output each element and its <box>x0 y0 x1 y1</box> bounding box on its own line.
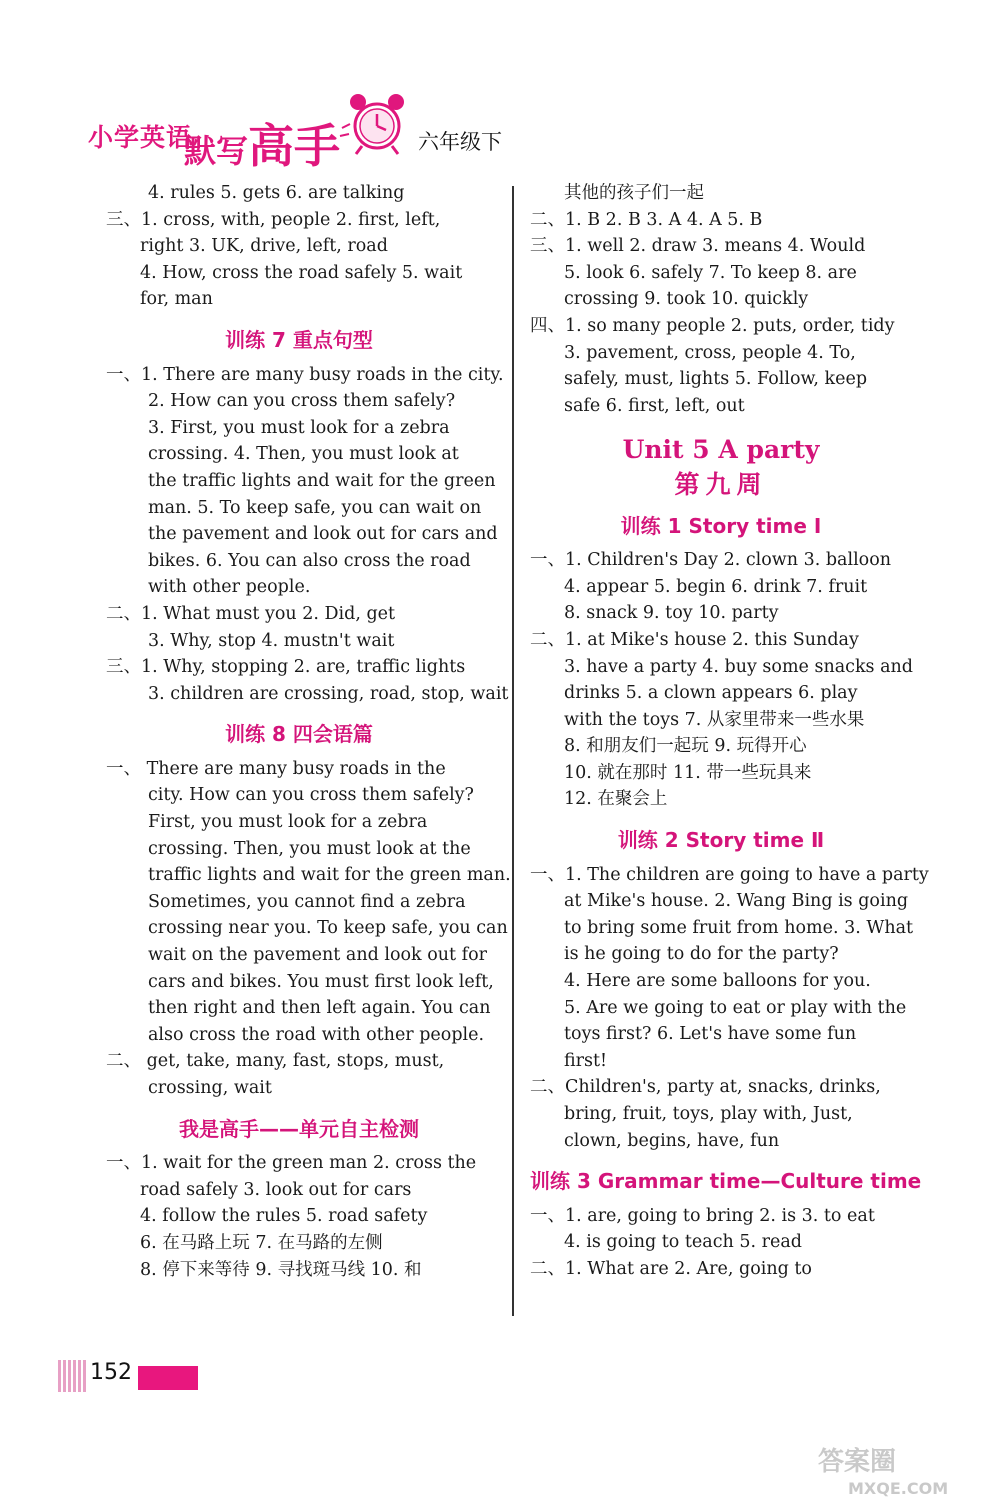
answer-line: 6. 在马路上玩 7. 在马路的左侧 <box>140 1232 383 1253</box>
section-heading: 训练 3 Grammar time—Culture time <box>530 1169 922 1194</box>
answer-line: 二、1. at Mike's house 2. this Sunday <box>530 629 859 650</box>
answer-line: first! <box>564 1050 608 1071</box>
answer-line: safe 6. first, left, out <box>564 395 745 416</box>
answer-line: 二、Children's, party at, snacks, drinks, <box>530 1077 881 1098</box>
brand-title-mid: 默写 <box>184 132 249 170</box>
week-heading: 第九周 <box>674 469 768 499</box>
watermark-logo <box>808 1440 988 1500</box>
answer-line: 4. follow the rules 5. road safety <box>140 1206 428 1227</box>
alarm-clock-icon <box>338 88 416 158</box>
answer-line: 二、1. B 2. B 3. A 4. A 5. B <box>530 209 763 230</box>
answer-line: then right and then left again. You can <box>148 998 491 1019</box>
answer-line: cars and bikes. You must first look left, <box>148 971 494 992</box>
answer-line: crossing. 4. Then, you must look at <box>148 444 459 465</box>
page-number: 152 <box>90 1360 132 1385</box>
answer-line: 4. Here are some balloons for you. <box>564 971 871 992</box>
answer-line: 5. look 6. safely 7. To keep 8. are <box>564 262 857 283</box>
answer-line: 12. 在聚会上 <box>564 789 668 810</box>
answer-line: 二、1. What are 2. Are, going to <box>530 1258 812 1279</box>
answer-line: 一、 There are many busy roads in the <box>106 758 446 779</box>
answer-line: road safely 3. look out for cars <box>140 1179 412 1200</box>
answer-line: 一、1. The children are going to have a party <box>530 864 929 885</box>
answer-line: 一、1. wait for the green man 2. cross the <box>106 1153 477 1174</box>
section-heading: 训练 7 重点句型 <box>225 327 373 352</box>
right-column <box>530 180 929 1283</box>
answer-line: 8. snack 9. toy 10. party <box>564 603 779 624</box>
answer-line: 一、1. Children's Day 2. clown 3. balloon <box>530 550 892 571</box>
answer-line: 一、1. There are many busy roads in the city. <box>106 364 504 385</box>
book-header <box>88 88 548 173</box>
column-divider <box>512 186 514 1316</box>
answer-line: 一、1. are, going to bring 2. is 3. to eat <box>530 1205 875 1226</box>
answer-line: 三、1. cross, with, people 2. first, left, <box>106 209 441 230</box>
answer-line: First, you must look for a zebra <box>148 812 428 833</box>
answer-line: traffic lights and wait for the green man. <box>148 865 511 886</box>
answer-line: 四、1. so many people 2. puts, order, tidy <box>530 315 895 336</box>
answer-line: 5. Are we going to eat or play with the <box>564 997 907 1018</box>
answer-line: right 3. UK, drive, left, road <box>140 236 388 257</box>
answer-line: 三、1. Why, stopping 2. are, traffic lights <box>106 657 466 678</box>
answer-line: 3. Why, stop 4. mustn't wait <box>148 630 395 651</box>
unit-heading: Unit 5 A party <box>622 435 820 465</box>
answer-line: 二、1. What must you 2. Did, get <box>106 603 396 624</box>
answer-line: safely, must, lights 5. Follow, keep <box>564 369 868 390</box>
answer-line: toys first? 6. Let's have some fun <box>564 1024 857 1045</box>
answer-line: with other people. <box>148 577 311 598</box>
answer-line: at Mike's house. 2. Wang Bing is going <box>564 891 909 912</box>
section-heading: 我是高手——单元自主检测 <box>179 1116 419 1141</box>
brand-title <box>184 110 340 176</box>
watermark-text: MXQE.COM <box>848 1479 949 1498</box>
section-heading: 训练 8 四会语篇 <box>225 722 373 747</box>
answer-line: with the toys 7. 从家里带来一些水果 <box>564 709 865 730</box>
answer-line: 4. is going to teach 5. read <box>564 1232 802 1253</box>
answer-line: the pavement and look out for cars and <box>148 524 498 545</box>
answer-line: bring, fruit, toys, play with, Just, <box>564 1104 853 1124</box>
brand-title-small: 小学英语 <box>88 123 193 152</box>
answer-line: 10. 就在那时 11. 带一些玩具来 <box>564 762 812 783</box>
answer-line: 4. rules 5. gets 6. are talking <box>148 183 405 203</box>
answer-line: 3. pavement, cross, people 4. To, <box>564 342 856 363</box>
answer-line: city. How can you cross them safely? <box>148 785 474 806</box>
answer-line: crossing. Then, you must look at the <box>148 838 471 859</box>
answer-line: drinks 5. a clown appears 6. play <box>564 683 858 704</box>
section-heading: 训练 1 Story time Ⅰ <box>620 513 822 538</box>
answer-line: 3. First, you must look for a zebra <box>148 417 450 438</box>
page-stripe-decoration <box>58 1360 88 1392</box>
answer-line: the traffic lights and wait for the green <box>148 470 496 491</box>
answer-line: wait on the pavement and look out for <box>148 945 487 966</box>
answer-line: crossing 9. took 10. quickly <box>564 289 809 310</box>
answer-line: 其他的孩子们一起 <box>564 183 704 203</box>
answer-line: 2. How can you cross them safely? <box>148 391 456 412</box>
answer-line: is he going to do for the party? <box>564 944 839 965</box>
svg-text:答案圈: 答案圈 <box>818 1447 897 1477</box>
page-color-bar <box>138 1366 198 1390</box>
answer-line: 3. children are crossing, road, stop, wait <box>148 683 509 704</box>
answer-line: also cross the road with other people. <box>148 1024 485 1045</box>
answer-line: bikes. 6. You can also cross the road <box>148 550 471 571</box>
left-column <box>106 180 511 1283</box>
section-heading: 训练 2 Story time Ⅱ <box>617 828 825 853</box>
grade-label: 六年级下 <box>418 130 502 154</box>
answer-line: crossing, wait <box>148 1078 272 1098</box>
page-number-block <box>58 1360 198 1394</box>
answer-line: crossing near you. To keep safe, you can <box>148 918 508 939</box>
answer-line: to bring some fruit from home. 3. What <box>564 917 914 938</box>
answer-line: man. 5. To keep safe, you can wait on <box>148 497 482 518</box>
answer-line: 8. 和朋友们一起玩 9. 玩得开心 <box>564 736 807 757</box>
answer-line: Sometimes, you cannot find a zebra <box>148 891 466 912</box>
answer-line: 3. have a party 4. buy some snacks and <box>564 656 914 677</box>
answer-line: 二、 get, take, many, fast, stops, must, <box>106 1051 445 1072</box>
answer-line: 三、1. well 2. draw 3. means 4. Would <box>530 236 866 257</box>
answer-line: for, man <box>140 289 213 310</box>
answer-line: clown, begins, have, fun <box>564 1130 780 1151</box>
brand-title-big: 高手 <box>248 119 341 173</box>
answer-line: 4. appear 5. begin 6. drink 7. fruit <box>564 576 868 597</box>
answer-line: 4. How, cross the road safely 5. wait <box>140 262 463 283</box>
answer-line: 8. 停下来等待 9. 寻找斑马线 10. 和 <box>140 1259 422 1280</box>
